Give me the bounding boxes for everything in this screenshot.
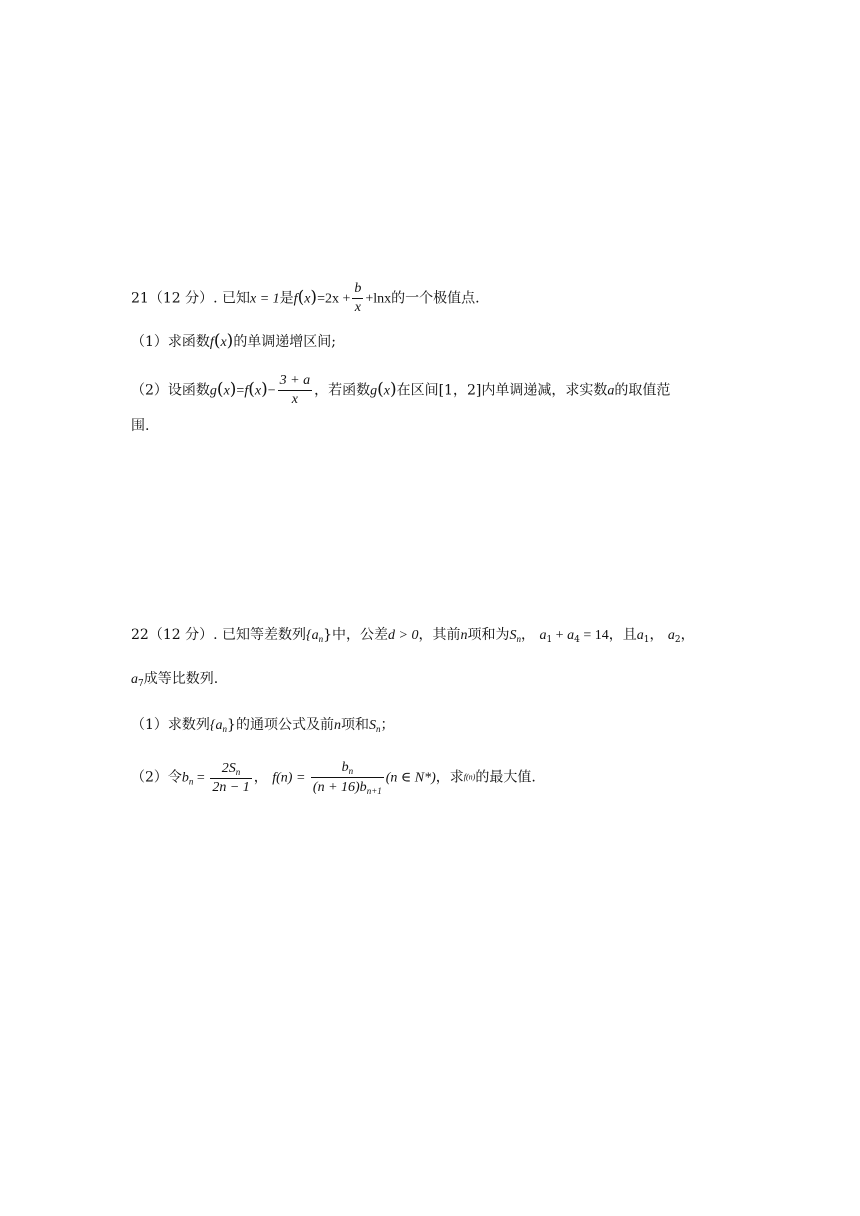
q21-stem: 21（12 分）. 已知x = 1是f(x)=2x + $\frac{b}{x}$ +lnx的一个极值点. — [131, 281, 480, 315]
q21-p2-wrap: 围. — [131, 418, 150, 434]
q22-p2-label: （2）令 — [131, 769, 182, 786]
q21-p2-frac-den: x — [291, 392, 298, 407]
q21-x: x — [304, 291, 311, 307]
q22-mid1: 中，公差 — [332, 627, 389, 643]
q22-fn-num-sub: n — [348, 766, 354, 776]
q22-p2-comma: ， — [253, 769, 268, 786]
q22-sum-val: = 14 — [579, 628, 609, 643]
q22-bn-num-sub: n — [235, 766, 241, 777]
q22-seq-close: } — [323, 627, 333, 643]
q21-p2-label: （2）设函数 — [131, 382, 210, 399]
q22-p2-b-sub: n — [188, 776, 194, 787]
q22-seq-sub: n — [318, 634, 324, 644]
q21-p2-g2: g — [370, 383, 378, 399]
q21-p2-f: f — [244, 383, 249, 399]
q22-p1-n: n — [333, 718, 341, 733]
q21-p2-x2: x — [254, 383, 262, 399]
q21-p2-x3: x — [383, 383, 390, 399]
q22-sum-a4-sub: 4 — [574, 635, 580, 645]
q22-fn-num: b — [341, 760, 349, 775]
q22-p1-seq-sub: n — [222, 724, 228, 734]
q21-p2-mid: ，若函数 — [314, 382, 371, 399]
q22-score: （12 分） — [148, 627, 214, 643]
q21-p2-x: x — [223, 383, 230, 399]
q22-sum-a1: a — [539, 628, 547, 643]
q22-S: S — [509, 628, 517, 643]
q21-frac-den: x — [354, 300, 361, 315]
q21-eq-rest: =2x + — [317, 291, 351, 307]
q21-sep: . — [213, 290, 218, 307]
q21-p2-frac-num: 3 + a — [278, 374, 312, 391]
q22-bn-num: 2S — [221, 760, 236, 776]
q22-comma3: ， — [680, 627, 695, 643]
q22-fn-fraction — [311, 760, 384, 795]
q22-fn-den-sub: n+1 — [366, 786, 382, 796]
q21-fraction — [352, 282, 363, 315]
q21-p1-label: （1）求函数 — [131, 334, 210, 350]
q21-part1: （1）求函数f(x)的单调递增区间; — [131, 331, 337, 351]
q21-condition: x = 1 — [250, 291, 280, 307]
q22-p1-S-sub: n — [375, 724, 381, 734]
q22-n: n — [460, 628, 468, 643]
q22-p2-tail: 的最大值. — [475, 769, 536, 786]
q22-sum-a1-sub: 1 — [546, 635, 553, 645]
q22-and: ，且 — [608, 627, 637, 643]
q21-p2-a: a — [607, 383, 615, 399]
q22-p1-label: （1）求数列 — [131, 717, 210, 733]
q22-fn-small: f(n) — [463, 772, 476, 782]
q21-number: 21 — [131, 290, 149, 307]
q22-a1-sub: 1 — [643, 635, 650, 645]
q22-plus: + — [552, 628, 568, 643]
q21-score: （12 分） — [148, 290, 214, 307]
q22-fn: f(n) = — [272, 770, 309, 786]
q22-a7-sub: 7 — [138, 679, 144, 689]
q22-a2: a — [667, 628, 675, 643]
q22-seq: {a — [306, 628, 319, 643]
q22-mid2: ，其前 — [418, 627, 461, 643]
q22-known: 已知等差数列 — [222, 627, 306, 643]
q22-part2 — [131, 760, 536, 795]
q21-p1-f: f — [209, 335, 214, 350]
q21-part2: （2）设函数g(x)=f(x)− $\frac{3 + a}{x}$ ，若函数g(x)在区间[1，2]内单调递减，求实数a的取值范 — [131, 373, 671, 407]
q21-p2-interval: 在区间[1，2]内单调递减，求实数 — [396, 382, 608, 399]
q21-f: f — [293, 291, 298, 307]
q21-p2-tail: 的取值范 — [614, 382, 671, 399]
q22-a2-sub: 2 — [674, 635, 681, 645]
q22-stem — [131, 628, 695, 643]
q22-sep: . — [213, 627, 218, 643]
q22-d-cond: d > 0 — [388, 628, 419, 643]
q21-is: 是 — [279, 290, 294, 307]
q21-p1-x: x — [220, 335, 227, 350]
q22-p2-ask: ，求 — [435, 769, 464, 786]
q22-p1-mid2: 项和 — [340, 717, 369, 733]
q22-comma1: ， — [520, 627, 535, 643]
q22-p1-end: ； — [380, 717, 395, 733]
q21-p2-minus: − — [267, 383, 276, 399]
q21-tail: 的一个极值点. — [391, 290, 480, 307]
q21-frac-num: b — [352, 282, 363, 299]
q22-part1 — [131, 718, 394, 733]
q22-p1-seq: {a — [209, 718, 223, 733]
q21-p2-g: g — [209, 383, 217, 399]
q22-fn-den: (n + 16)b — [312, 780, 367, 795]
q22-bn-den: 2n − 1 — [212, 779, 250, 795]
q21-known: 已知 — [222, 290, 250, 307]
q22-stem-wrap — [131, 672, 218, 687]
q22-bn-fraction — [210, 761, 251, 795]
q22-p2-eq: = — [193, 770, 209, 786]
q22-p1-S: S — [368, 718, 376, 733]
q21-part2-wrap — [131, 419, 149, 433]
q21-lnx: +lnx — [365, 291, 392, 307]
q22-domain: (n ∈ N*) — [385, 770, 436, 786]
q22-number: 22 — [131, 627, 149, 643]
q22-comma2: ， — [649, 627, 664, 643]
q22-p1-seq-close: } — [227, 717, 236, 733]
q22-mid3: 项和为 — [467, 627, 510, 643]
q21-p1-tail: 的单调递增区间; — [233, 334, 337, 350]
q22-S-sub: n — [516, 634, 521, 644]
q22-a1: a — [636, 628, 644, 643]
q22-p2-b: b — [181, 770, 189, 786]
q22-p1-mid: 的通项公式及前 — [235, 717, 334, 733]
q22-sum-a4: a — [567, 628, 575, 643]
q22-a7: a — [131, 672, 138, 687]
q22-geo: 成等比数列. — [143, 671, 219, 687]
q21-p2-fraction — [278, 374, 312, 407]
